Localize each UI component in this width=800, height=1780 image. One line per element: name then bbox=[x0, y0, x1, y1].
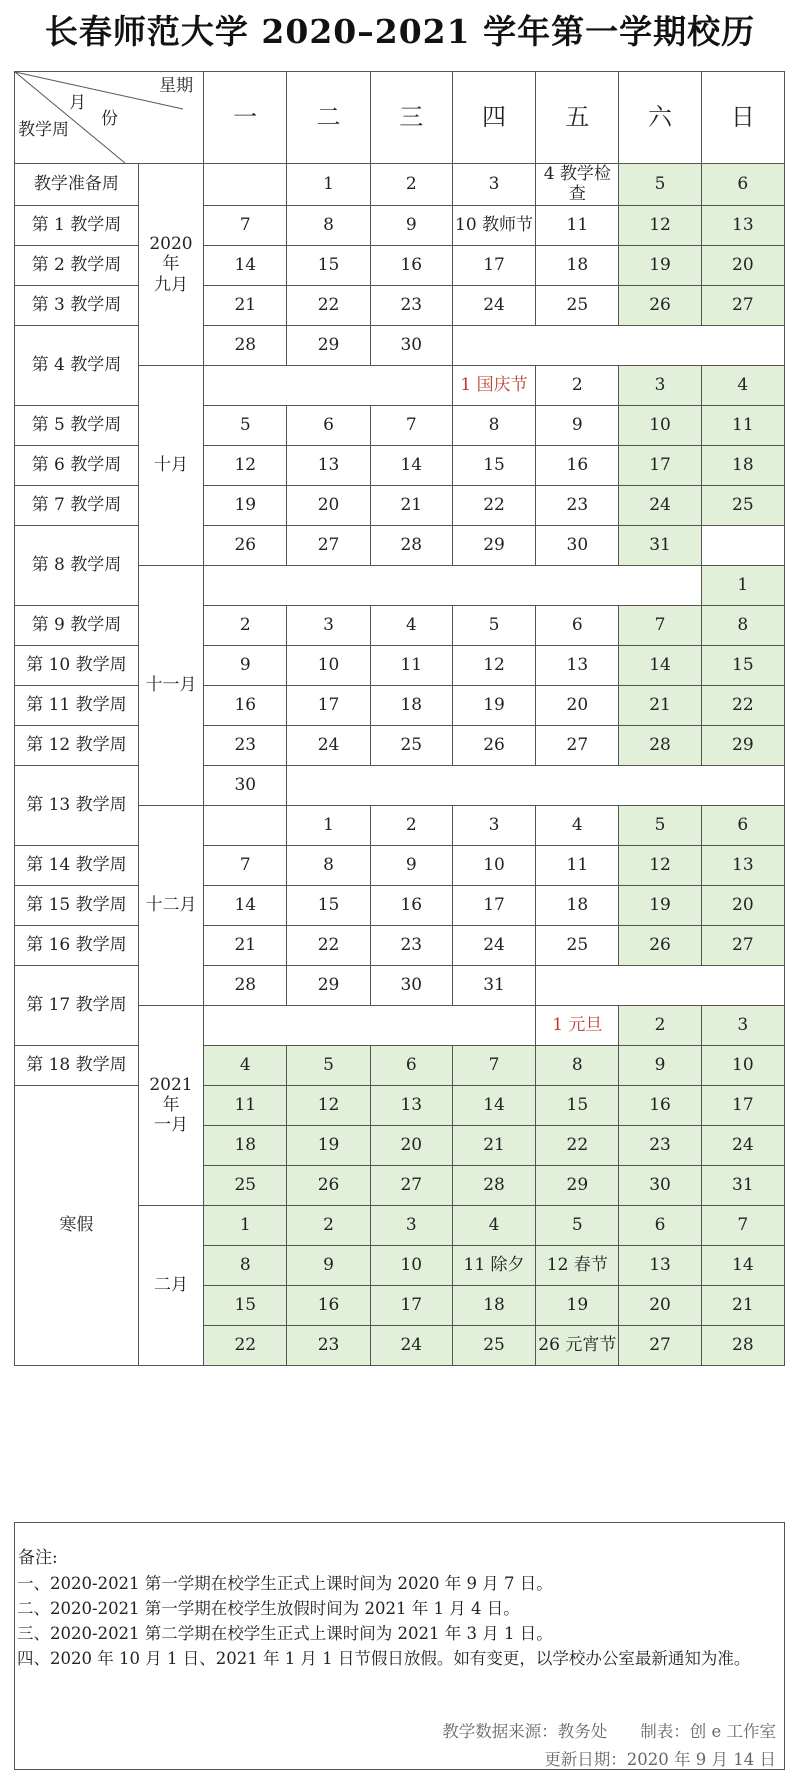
calendar-day-cell: 10 bbox=[370, 1245, 452, 1285]
calendar-day-cell: 24 bbox=[452, 925, 535, 965]
calendar-day-cell: 31 bbox=[452, 965, 535, 1005]
calendar-day-cell: 18 bbox=[452, 1285, 535, 1325]
week-label: 第 14 教学周 bbox=[15, 845, 139, 885]
week-label: 第 2 教学周 bbox=[15, 245, 139, 285]
calendar-day-cell: 9 bbox=[370, 205, 452, 245]
calendar-day-cell: 17 bbox=[287, 685, 370, 725]
month-label: 十月 bbox=[138, 365, 203, 565]
note-item: 一、2020-2021 第一学期在校学生正式上课时间为 2020 年 9 月 7 日。 bbox=[17, 1574, 553, 1593]
calendar-day-cell: 11 除夕 bbox=[452, 1245, 535, 1285]
calendar-day-cell: 15 bbox=[287, 885, 370, 925]
calendar-day-cell: 10 bbox=[701, 1045, 784, 1085]
calendar-day-cell: 1 bbox=[701, 565, 784, 605]
calendar-day-cell: 22 bbox=[204, 1325, 287, 1365]
calendar-day-cell: 10 教师节 bbox=[452, 205, 535, 245]
calendar-day-cell: 30 bbox=[204, 765, 287, 805]
calendar-day-cell: 26 bbox=[204, 525, 287, 565]
calendar-day-cell: 25 bbox=[701, 485, 784, 525]
month-label: 2021 年 一月 bbox=[138, 1005, 203, 1205]
calendar-day-cell: 5 bbox=[619, 164, 701, 206]
calendar-day-cell: 15 bbox=[701, 645, 784, 685]
month-label: 十一月 bbox=[138, 565, 203, 805]
calendar-day-cell: 21 bbox=[452, 1125, 535, 1165]
calendar-day-cell: 26 元宵节 bbox=[536, 1325, 619, 1365]
calendar-day-cell: 14 bbox=[370, 445, 452, 485]
notes-box bbox=[14, 1522, 785, 1770]
calendar-day-cell: 16 bbox=[370, 885, 452, 925]
calendar-day-cell: 25 bbox=[452, 1325, 535, 1365]
calendar-day-cell: 30 bbox=[370, 965, 452, 1005]
calendar-day-cell: 17 bbox=[370, 1285, 452, 1325]
calendar-day-cell: 4 bbox=[204, 1045, 287, 1085]
weekday-header: 六 bbox=[619, 72, 701, 164]
calendar-day-cell: 6 bbox=[287, 405, 370, 445]
calendar-day-cell: 24 bbox=[701, 1125, 784, 1165]
calendar-day-cell: 26 bbox=[452, 725, 535, 765]
calendar-day-cell: 19 bbox=[204, 485, 287, 525]
calendar-day-cell: 4 bbox=[370, 605, 452, 645]
calendar-day-cell: 24 bbox=[370, 1325, 452, 1365]
week-label: 第 5 教学周 bbox=[15, 405, 139, 445]
calendar-day-cell: 20 bbox=[701, 885, 784, 925]
empty-cell bbox=[204, 365, 453, 405]
calendar-day-cell: 7 bbox=[370, 405, 452, 445]
calendar-day-cell: 23 bbox=[370, 285, 452, 325]
calendar-day-cell: 21 bbox=[370, 485, 452, 525]
calendar-day-cell: 2 bbox=[204, 605, 287, 645]
calendar-day-cell: 17 bbox=[452, 885, 535, 925]
calendar-day-cell: 18 bbox=[370, 685, 452, 725]
calendar-day-cell: 1 国庆节 bbox=[452, 365, 535, 405]
calendar-day-cell: 23 bbox=[536, 485, 619, 525]
calendar-day-cell: 6 bbox=[536, 605, 619, 645]
calendar-day-cell: 25 bbox=[370, 725, 452, 765]
empty-cell bbox=[204, 565, 702, 605]
calendar-day-cell: 6 bbox=[701, 164, 784, 206]
calendar-day-cell: 9 bbox=[287, 1245, 370, 1285]
notes-title: 备注: bbox=[18, 1548, 58, 1568]
calendar-day-cell: 13 bbox=[536, 645, 619, 685]
calendar-day-cell: 7 bbox=[452, 1045, 535, 1085]
data-source-credit: 教学数据来源：教务处 制表：创 e 工作室 bbox=[442, 1722, 776, 1741]
calendar-day-cell: 21 bbox=[619, 685, 701, 725]
note-item: 二、2020-2021 第一学期在校学生放假时间为 2021 年 1 月 4 日。 bbox=[17, 1599, 520, 1618]
week-label: 第 3 教学周 bbox=[15, 285, 139, 325]
calendar-day-cell: 9 bbox=[619, 1045, 701, 1085]
empty-cell bbox=[536, 965, 785, 1005]
calendar-day-cell: 16 bbox=[619, 1085, 701, 1125]
month-label: 十二月 bbox=[138, 805, 203, 1005]
month-label: 2020 年 九月 bbox=[138, 164, 203, 366]
calendar-day-cell: 12 bbox=[619, 205, 701, 245]
calendar-day-cell: 5 bbox=[287, 1045, 370, 1085]
calendar-day-cell: 3 bbox=[452, 805, 535, 845]
header-corner-diagonal bbox=[15, 72, 204, 164]
calendar-day-cell: 19 bbox=[452, 685, 535, 725]
calendar-day-cell: 2 bbox=[619, 1005, 701, 1045]
calendar-day-cell: 20 bbox=[619, 1285, 701, 1325]
calendar-day-cell: 28 bbox=[619, 725, 701, 765]
calendar-day-cell: 14 bbox=[701, 1245, 784, 1285]
calendar-day-cell: 27 bbox=[287, 525, 370, 565]
calendar-day-cell: 27 bbox=[619, 1325, 701, 1365]
calendar-day-cell: 7 bbox=[619, 605, 701, 645]
calendar-day-cell: 5 bbox=[619, 805, 701, 845]
calendar-day-cell: 18 bbox=[536, 885, 619, 925]
calendar-day-cell: 8 bbox=[287, 205, 370, 245]
calendar-day-cell: 19 bbox=[619, 885, 701, 925]
calendar-day-cell: 13 bbox=[701, 845, 784, 885]
calendar-day-cell: 20 bbox=[701, 245, 784, 285]
calendar-day-cell: 17 bbox=[701, 1085, 784, 1125]
calendar-day-cell: 6 bbox=[701, 805, 784, 845]
calendar-day-cell: 6 bbox=[619, 1205, 701, 1245]
calendar-day-cell: 5 bbox=[204, 405, 287, 445]
calendar-day-cell: 13 bbox=[701, 205, 784, 245]
calendar-day-cell: 25 bbox=[536, 285, 619, 325]
calendar-day-cell: 10 bbox=[452, 845, 535, 885]
calendar-day-cell: 4 bbox=[536, 805, 619, 845]
calendar-day-cell: 24 bbox=[619, 485, 701, 525]
calendar-day-cell: 21 bbox=[701, 1285, 784, 1325]
calendar-day-cell: 11 bbox=[701, 405, 784, 445]
calendar-day-cell: 9 bbox=[536, 405, 619, 445]
calendar-day-cell: 11 bbox=[370, 645, 452, 685]
calendar-day-cell: 14 bbox=[204, 245, 287, 285]
calendar-day-cell: 27 bbox=[701, 285, 784, 325]
calendar-day-cell: 3 bbox=[452, 164, 535, 206]
calendar-day-cell: 21 bbox=[204, 925, 287, 965]
calendar-day-cell: 10 bbox=[619, 405, 701, 445]
update-date: 更新日期：2020 年 9 月 14 日 bbox=[544, 1750, 776, 1769]
week-label: 第 15 教学周 bbox=[15, 885, 139, 925]
week-label: 寒假 bbox=[15, 1085, 139, 1365]
calendar-day-cell: 17 bbox=[452, 245, 535, 285]
corner-weekday-label: 星期 bbox=[159, 76, 194, 96]
empty-cell bbox=[204, 805, 287, 845]
calendar-day-cell: 23 bbox=[370, 925, 452, 965]
calendar-day-cell: 20 bbox=[536, 685, 619, 725]
calendar-day-cell: 14 bbox=[619, 645, 701, 685]
calendar-day-cell: 7 bbox=[204, 205, 287, 245]
calendar-day-cell: 2 bbox=[536, 365, 619, 405]
week-label: 第 13 教学周 bbox=[15, 765, 139, 845]
note-item: 三、2020-2021 第二学期在校学生正式上课时间为 2021 年 3 月 1 日。 bbox=[17, 1624, 553, 1643]
corner-month-label-2: 份 bbox=[101, 109, 118, 129]
week-label: 第 12 教学周 bbox=[15, 725, 139, 765]
calendar-day-cell: 8 bbox=[287, 845, 370, 885]
calendar-day-cell: 19 bbox=[287, 1125, 370, 1165]
calendar-day-cell: 13 bbox=[370, 1085, 452, 1125]
calendar-day-cell: 27 bbox=[701, 925, 784, 965]
calendar-day-cell: 15 bbox=[204, 1285, 287, 1325]
calendar-day-cell: 11 bbox=[536, 845, 619, 885]
calendar-day-cell: 21 bbox=[204, 285, 287, 325]
calendar-day-cell: 24 bbox=[287, 725, 370, 765]
weekday-header: 二 bbox=[287, 72, 370, 164]
calendar-day-cell: 25 bbox=[204, 1165, 287, 1205]
calendar-day-cell: 28 bbox=[370, 525, 452, 565]
calendar-day-cell: 12 bbox=[204, 445, 287, 485]
calendar-day-cell: 9 bbox=[370, 845, 452, 885]
calendar-day-cell bbox=[204, 164, 287, 206]
calendar-day-cell: 3 bbox=[287, 605, 370, 645]
calendar-day-cell: 16 bbox=[370, 245, 452, 285]
calendar-day-cell: 18 bbox=[701, 445, 784, 485]
page-title: 长春师范大学 2020–2021 学年第一学期校历 bbox=[44, 12, 756, 51]
week-label: 第 11 教学周 bbox=[15, 685, 139, 725]
calendar-day-cell: 23 bbox=[619, 1125, 701, 1165]
calendar-day-cell: 13 bbox=[287, 445, 370, 485]
empty-cell bbox=[452, 325, 784, 365]
calendar-day-cell: 4 教学检查 bbox=[536, 164, 619, 206]
corner-month-label: 月 bbox=[69, 93, 86, 113]
calendar-day-cell: 24 bbox=[452, 285, 535, 325]
calendar-day-cell: 5 bbox=[536, 1205, 619, 1245]
calendar-day-cell: 12 bbox=[619, 845, 701, 885]
calendar-day-cell: 3 bbox=[619, 365, 701, 405]
calendar-day-cell: 22 bbox=[452, 485, 535, 525]
calendar-day-cell: 29 bbox=[701, 725, 784, 765]
calendar-day-cell: 31 bbox=[619, 525, 701, 565]
month-label: 二月 bbox=[138, 1205, 203, 1365]
calendar-day-cell: 26 bbox=[287, 1165, 370, 1205]
week-label: 第 18 教学周 bbox=[15, 1045, 139, 1085]
calendar-day-cell: 18 bbox=[536, 245, 619, 285]
calendar-day-cell: 22 bbox=[536, 1125, 619, 1165]
calendar-day-cell: 28 bbox=[204, 325, 287, 365]
calendar-day-cell: 19 bbox=[619, 245, 701, 285]
calendar-day-cell: 20 bbox=[370, 1125, 452, 1165]
weekday-header: 四 bbox=[452, 72, 535, 164]
weekday-header: 日 bbox=[701, 72, 784, 164]
weekday-header: 五 bbox=[536, 72, 619, 164]
calendar-day-cell: 14 bbox=[452, 1085, 535, 1125]
calendar-day-cell: 6 bbox=[370, 1045, 452, 1085]
calendar-day-cell: 27 bbox=[536, 725, 619, 765]
calendar-day-cell: 23 bbox=[287, 1325, 370, 1365]
corner-week-label: 教学周 bbox=[18, 120, 69, 140]
weekday-header: 三 bbox=[370, 72, 452, 164]
calendar-day-cell: 5 bbox=[452, 605, 535, 645]
calendar-day-cell: 11 bbox=[204, 1085, 287, 1125]
calendar-day-cell: 14 bbox=[204, 885, 287, 925]
week-label: 第 8 教学周 bbox=[15, 525, 139, 605]
calendar-day-cell: 25 bbox=[536, 925, 619, 965]
calendar-day-cell: 23 bbox=[204, 725, 287, 765]
calendar-day-cell: 10 bbox=[287, 645, 370, 685]
corner-diagonal-lines bbox=[15, 72, 183, 163]
calendar-day-cell: 15 bbox=[452, 445, 535, 485]
calendar-day-cell: 12 bbox=[452, 645, 535, 685]
calendar-day-cell: 31 bbox=[701, 1165, 784, 1205]
week-label: 教学准备周 bbox=[15, 164, 139, 206]
calendar-day-cell: 18 bbox=[204, 1125, 287, 1165]
week-label: 第 1 教学周 bbox=[15, 205, 139, 245]
empty-cell bbox=[287, 765, 785, 805]
empty-cell bbox=[701, 525, 784, 565]
calendar-day-cell: 8 bbox=[452, 405, 535, 445]
calendar-day-cell: 4 bbox=[701, 365, 784, 405]
calendar-day-cell: 26 bbox=[619, 285, 701, 325]
calendar-day-cell: 22 bbox=[287, 285, 370, 325]
calendar-day-cell: 15 bbox=[287, 245, 370, 285]
week-label: 第 16 教学周 bbox=[15, 925, 139, 965]
calendar-day-cell: 30 bbox=[619, 1165, 701, 1205]
calendar-day-cell: 2 bbox=[287, 1205, 370, 1245]
calendar-day-cell: 22 bbox=[701, 685, 784, 725]
calendar-day-cell: 2 bbox=[370, 805, 452, 845]
calendar-day-cell: 17 bbox=[619, 445, 701, 485]
weekday-header: 一 bbox=[204, 72, 287, 164]
calendar-day-cell: 7 bbox=[204, 845, 287, 885]
calendar-day-cell: 27 bbox=[370, 1165, 452, 1205]
calendar-day-cell: 13 bbox=[619, 1245, 701, 1285]
calendar-day-cell: 1 bbox=[287, 805, 370, 845]
calendar-day-cell: 16 bbox=[287, 1285, 370, 1325]
calendar-day-cell: 12 bbox=[287, 1085, 370, 1125]
calendar-day-cell: 8 bbox=[204, 1245, 287, 1285]
calendar-day-cell: 3 bbox=[370, 1205, 452, 1245]
calendar-day-cell: 19 bbox=[536, 1285, 619, 1325]
calendar-day-cell: 9 bbox=[204, 645, 287, 685]
week-label: 第 6 教学周 bbox=[15, 445, 139, 485]
calendar-day-cell: 1 bbox=[204, 1205, 287, 1245]
calendar-day-cell: 22 bbox=[287, 925, 370, 965]
calendar-table bbox=[14, 71, 785, 1366]
calendar-day-cell: 30 bbox=[370, 325, 452, 365]
calendar-day-cell: 29 bbox=[287, 965, 370, 1005]
calendar-day-cell: 16 bbox=[536, 445, 619, 485]
calendar-day-cell: 1 bbox=[287, 164, 370, 206]
calendar-day-cell: 8 bbox=[536, 1045, 619, 1085]
calendar-day-cell: 29 bbox=[536, 1165, 619, 1205]
calendar-day-cell: 16 bbox=[204, 685, 287, 725]
calendar-day-cell: 8 bbox=[701, 605, 784, 645]
empty-cell bbox=[204, 1005, 536, 1045]
calendar-day-cell: 1 元旦 bbox=[536, 1005, 619, 1045]
calendar-day-cell: 26 bbox=[619, 925, 701, 965]
calendar-day-cell: 2 bbox=[370, 164, 452, 206]
calendar-day-cell: 29 bbox=[287, 325, 370, 365]
week-label: 第 9 教学周 bbox=[15, 605, 139, 645]
week-label: 第 10 教学周 bbox=[15, 645, 139, 685]
calendar-day-cell: 7 bbox=[701, 1205, 784, 1245]
calendar-day-cell: 15 bbox=[536, 1085, 619, 1125]
week-label: 第 4 教学周 bbox=[15, 325, 139, 405]
calendar-day-cell: 29 bbox=[452, 525, 535, 565]
week-label: 第 7 教学周 bbox=[15, 485, 139, 525]
calendar-day-cell: 12 春节 bbox=[536, 1245, 619, 1285]
calendar-day-cell: 11 bbox=[536, 205, 619, 245]
calendar-day-cell: 28 bbox=[701, 1325, 784, 1365]
calendar-day-cell: 28 bbox=[204, 965, 287, 1005]
calendar-day-cell: 4 bbox=[452, 1205, 535, 1245]
calendar-day-cell: 30 bbox=[536, 525, 619, 565]
week-label: 第 17 教学周 bbox=[15, 965, 139, 1045]
calendar-day-cell: 3 bbox=[701, 1005, 784, 1045]
calendar-day-cell: 20 bbox=[287, 485, 370, 525]
calendar-day-cell: 28 bbox=[452, 1165, 535, 1205]
note-item: 四、2020 年 10 月 1 日、2021 年 1 月 1 日节假日放假。如有变更，以学校办公室最新通知为准。 bbox=[17, 1649, 751, 1668]
